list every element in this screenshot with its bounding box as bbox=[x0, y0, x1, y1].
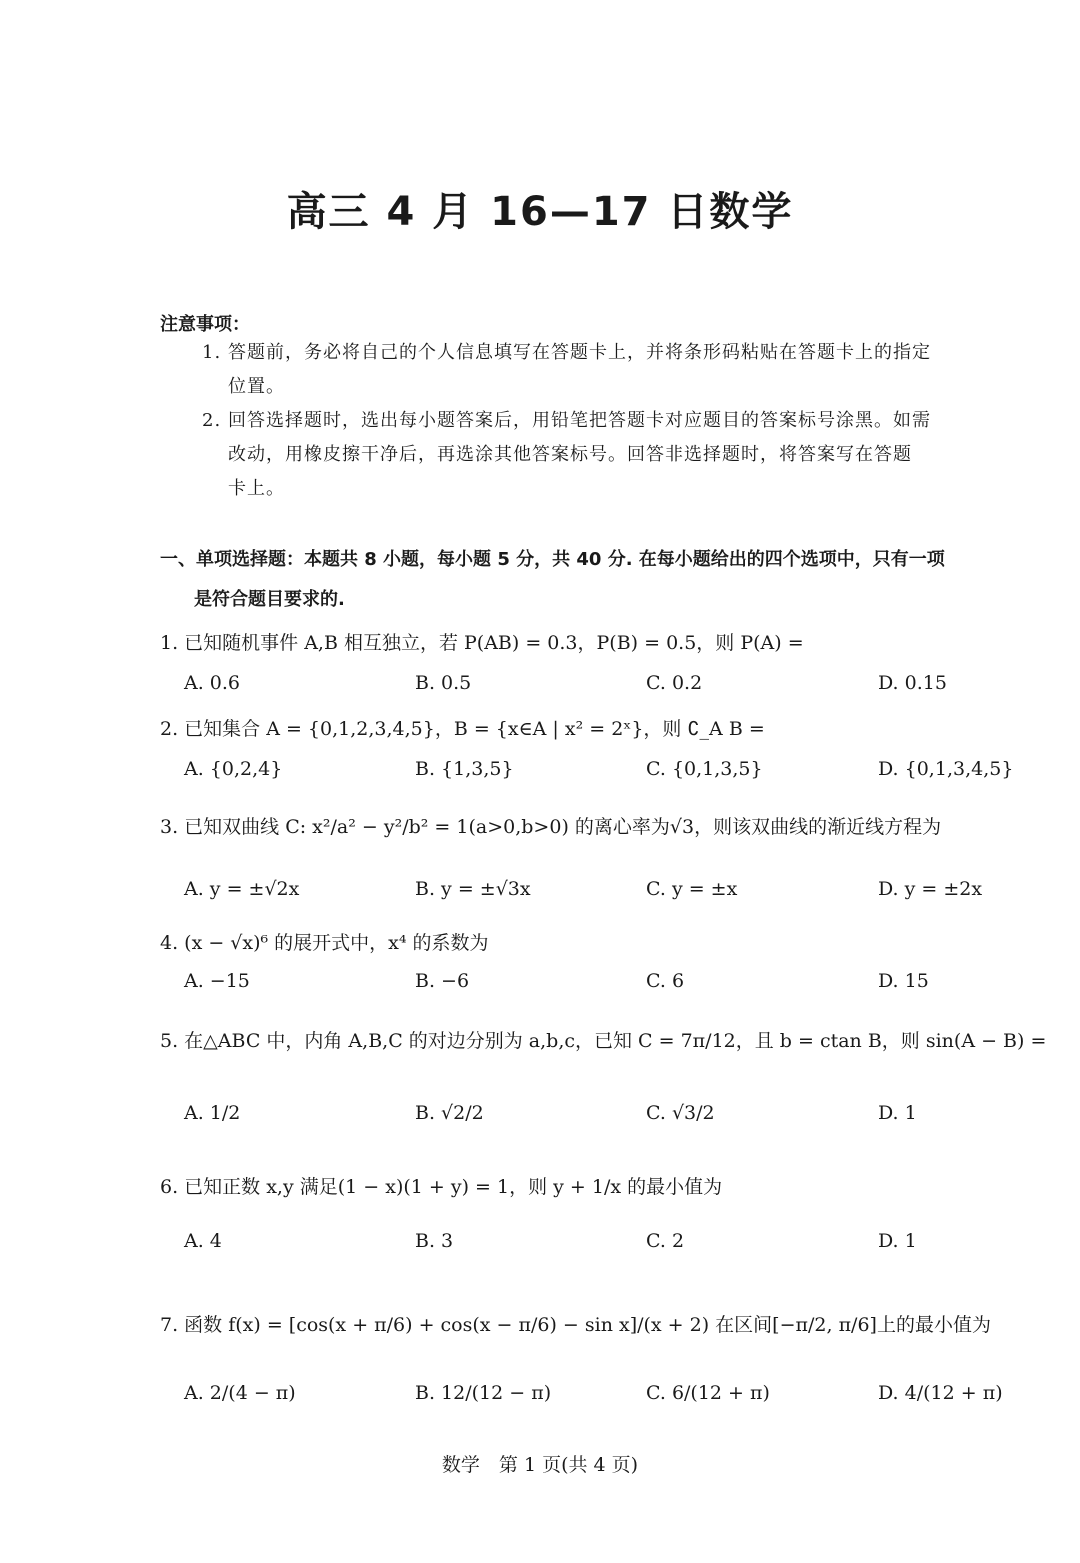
notice-item-num: 1. bbox=[202, 342, 222, 363]
section-line-2: 是符合题目要求的. bbox=[194, 589, 345, 610]
page-footer: 数学 第 1 页(共 4 页) bbox=[441, 1454, 639, 1476]
q5-option-a: A. 1/2 bbox=[184, 1102, 241, 1124]
q6-option-b: B. 3 bbox=[415, 1230, 454, 1252]
section-heading bbox=[160, 540, 1040, 620]
question-5: 5. 在△ABC 中，内角 A,B,C 的对边分别为 a,b,c，已知 C = 7π/12，且 b = ctan B，则 sin(A − B) = bbox=[160, 1030, 1047, 1052]
q3-option-b: B. y = ±√3x bbox=[415, 878, 531, 900]
section-line-1: 一、单项选择题：本题共 8 小题，每小题 5 分，共 40 分. 在每小题给出的四个选项中，只有一项 bbox=[160, 549, 945, 570]
question-4: 4. (x − √x)⁶ 的展开式中，x⁴ 的系数为 bbox=[160, 932, 489, 954]
q5-option-d: D. 1 bbox=[878, 1102, 917, 1124]
question-3: 3. 已知双曲线 C: x²/a² − y²/b² = 1(a>0,b>0) 的离心率为√3，则该双曲线的渐近线方程为 bbox=[160, 816, 942, 838]
q5-option-c: C. √3/2 bbox=[646, 1102, 715, 1124]
question-6: 6. 已知正数 x,y 满足(1 − x)(1 + y) = 1，则 y + 1/x 的最小值为 bbox=[160, 1176, 723, 1198]
q7-option-b: B. 12/(12 − π) bbox=[415, 1382, 552, 1404]
q1-option-d: D. 0.15 bbox=[878, 672, 947, 694]
notice-item-text: 改动，用橡皮擦干净后，再选涂其他答案标号。回答非选择题时，将答案写在答题 bbox=[228, 444, 912, 465]
page-title: 高三 4 月 16—17 日数学 bbox=[286, 189, 794, 235]
question-2: 2. 已知集合 A = {0,1,2,3,4,5}，B = {x∈A | x² = 2ˣ}，则 ∁_A B = bbox=[160, 718, 765, 740]
q4-option-c: C. 6 bbox=[646, 970, 685, 992]
q4-option-a: A. −15 bbox=[184, 970, 250, 992]
notice-item-text: 位置。 bbox=[228, 376, 285, 397]
notice-item-text: 回答选择题时，选出每小题答案后，用铅笔把答题卡对应题目的答案标号涂黑。如需 bbox=[228, 410, 931, 431]
question-1: 1. 已知随机事件 A,B 相互独立，若 P(AB) = 0.3，P(B) = 0.5，则 P(A) = bbox=[160, 632, 804, 654]
q6-option-d: D. 1 bbox=[878, 1230, 917, 1252]
q1-option-a: A. 0.6 bbox=[184, 672, 241, 694]
q3-option-c: C. y = ±x bbox=[646, 878, 738, 900]
q3-option-a: A. y = ±√2x bbox=[184, 878, 300, 900]
q7-option-d: D. 4/(12 + π) bbox=[878, 1382, 1003, 1404]
q2-option-d: D. {0,1,3,4,5} bbox=[878, 758, 1014, 780]
q7-option-c: C. 6/(12 + π) bbox=[646, 1382, 770, 1404]
q2-option-a: A. {0,2,4} bbox=[184, 758, 283, 780]
notice-item-1 bbox=[202, 336, 1038, 404]
notice-item-text: 卡上。 bbox=[228, 478, 285, 499]
q7-option-a: A. 2/(4 − π) bbox=[184, 1382, 296, 1404]
q4-option-b: B. −6 bbox=[415, 970, 470, 992]
q2-option-b: B. {1,3,5} bbox=[415, 758, 514, 780]
q1-option-b: B. 0.5 bbox=[415, 672, 472, 694]
notice-item-num: 2. bbox=[202, 410, 222, 431]
notice-heading: 注意事项： bbox=[160, 314, 250, 335]
q3-option-d: D. y = ±2x bbox=[878, 878, 983, 900]
q6-option-a: A. 4 bbox=[184, 1230, 222, 1252]
notice-item-text: 答题前，务必将自己的个人信息填写在答题卡上，并将条形码粘贴在答题卡上的指定 bbox=[228, 342, 931, 363]
notice-item-2 bbox=[202, 404, 1038, 506]
q1-option-c: C. 0.2 bbox=[646, 672, 703, 694]
q2-option-c: C. {0,1,3,5} bbox=[646, 758, 763, 780]
q5-option-b: B. √2/2 bbox=[415, 1102, 484, 1124]
question-7: 7. 函数 f(x) = [cos(x + π/6) + cos(x − π/6) − sin x]/(x + 2) 在区间[−π/2, π/6]上的最小值为 bbox=[160, 1314, 991, 1336]
q4-option-d: D. 15 bbox=[878, 970, 929, 992]
q6-option-c: C. 2 bbox=[646, 1230, 685, 1252]
